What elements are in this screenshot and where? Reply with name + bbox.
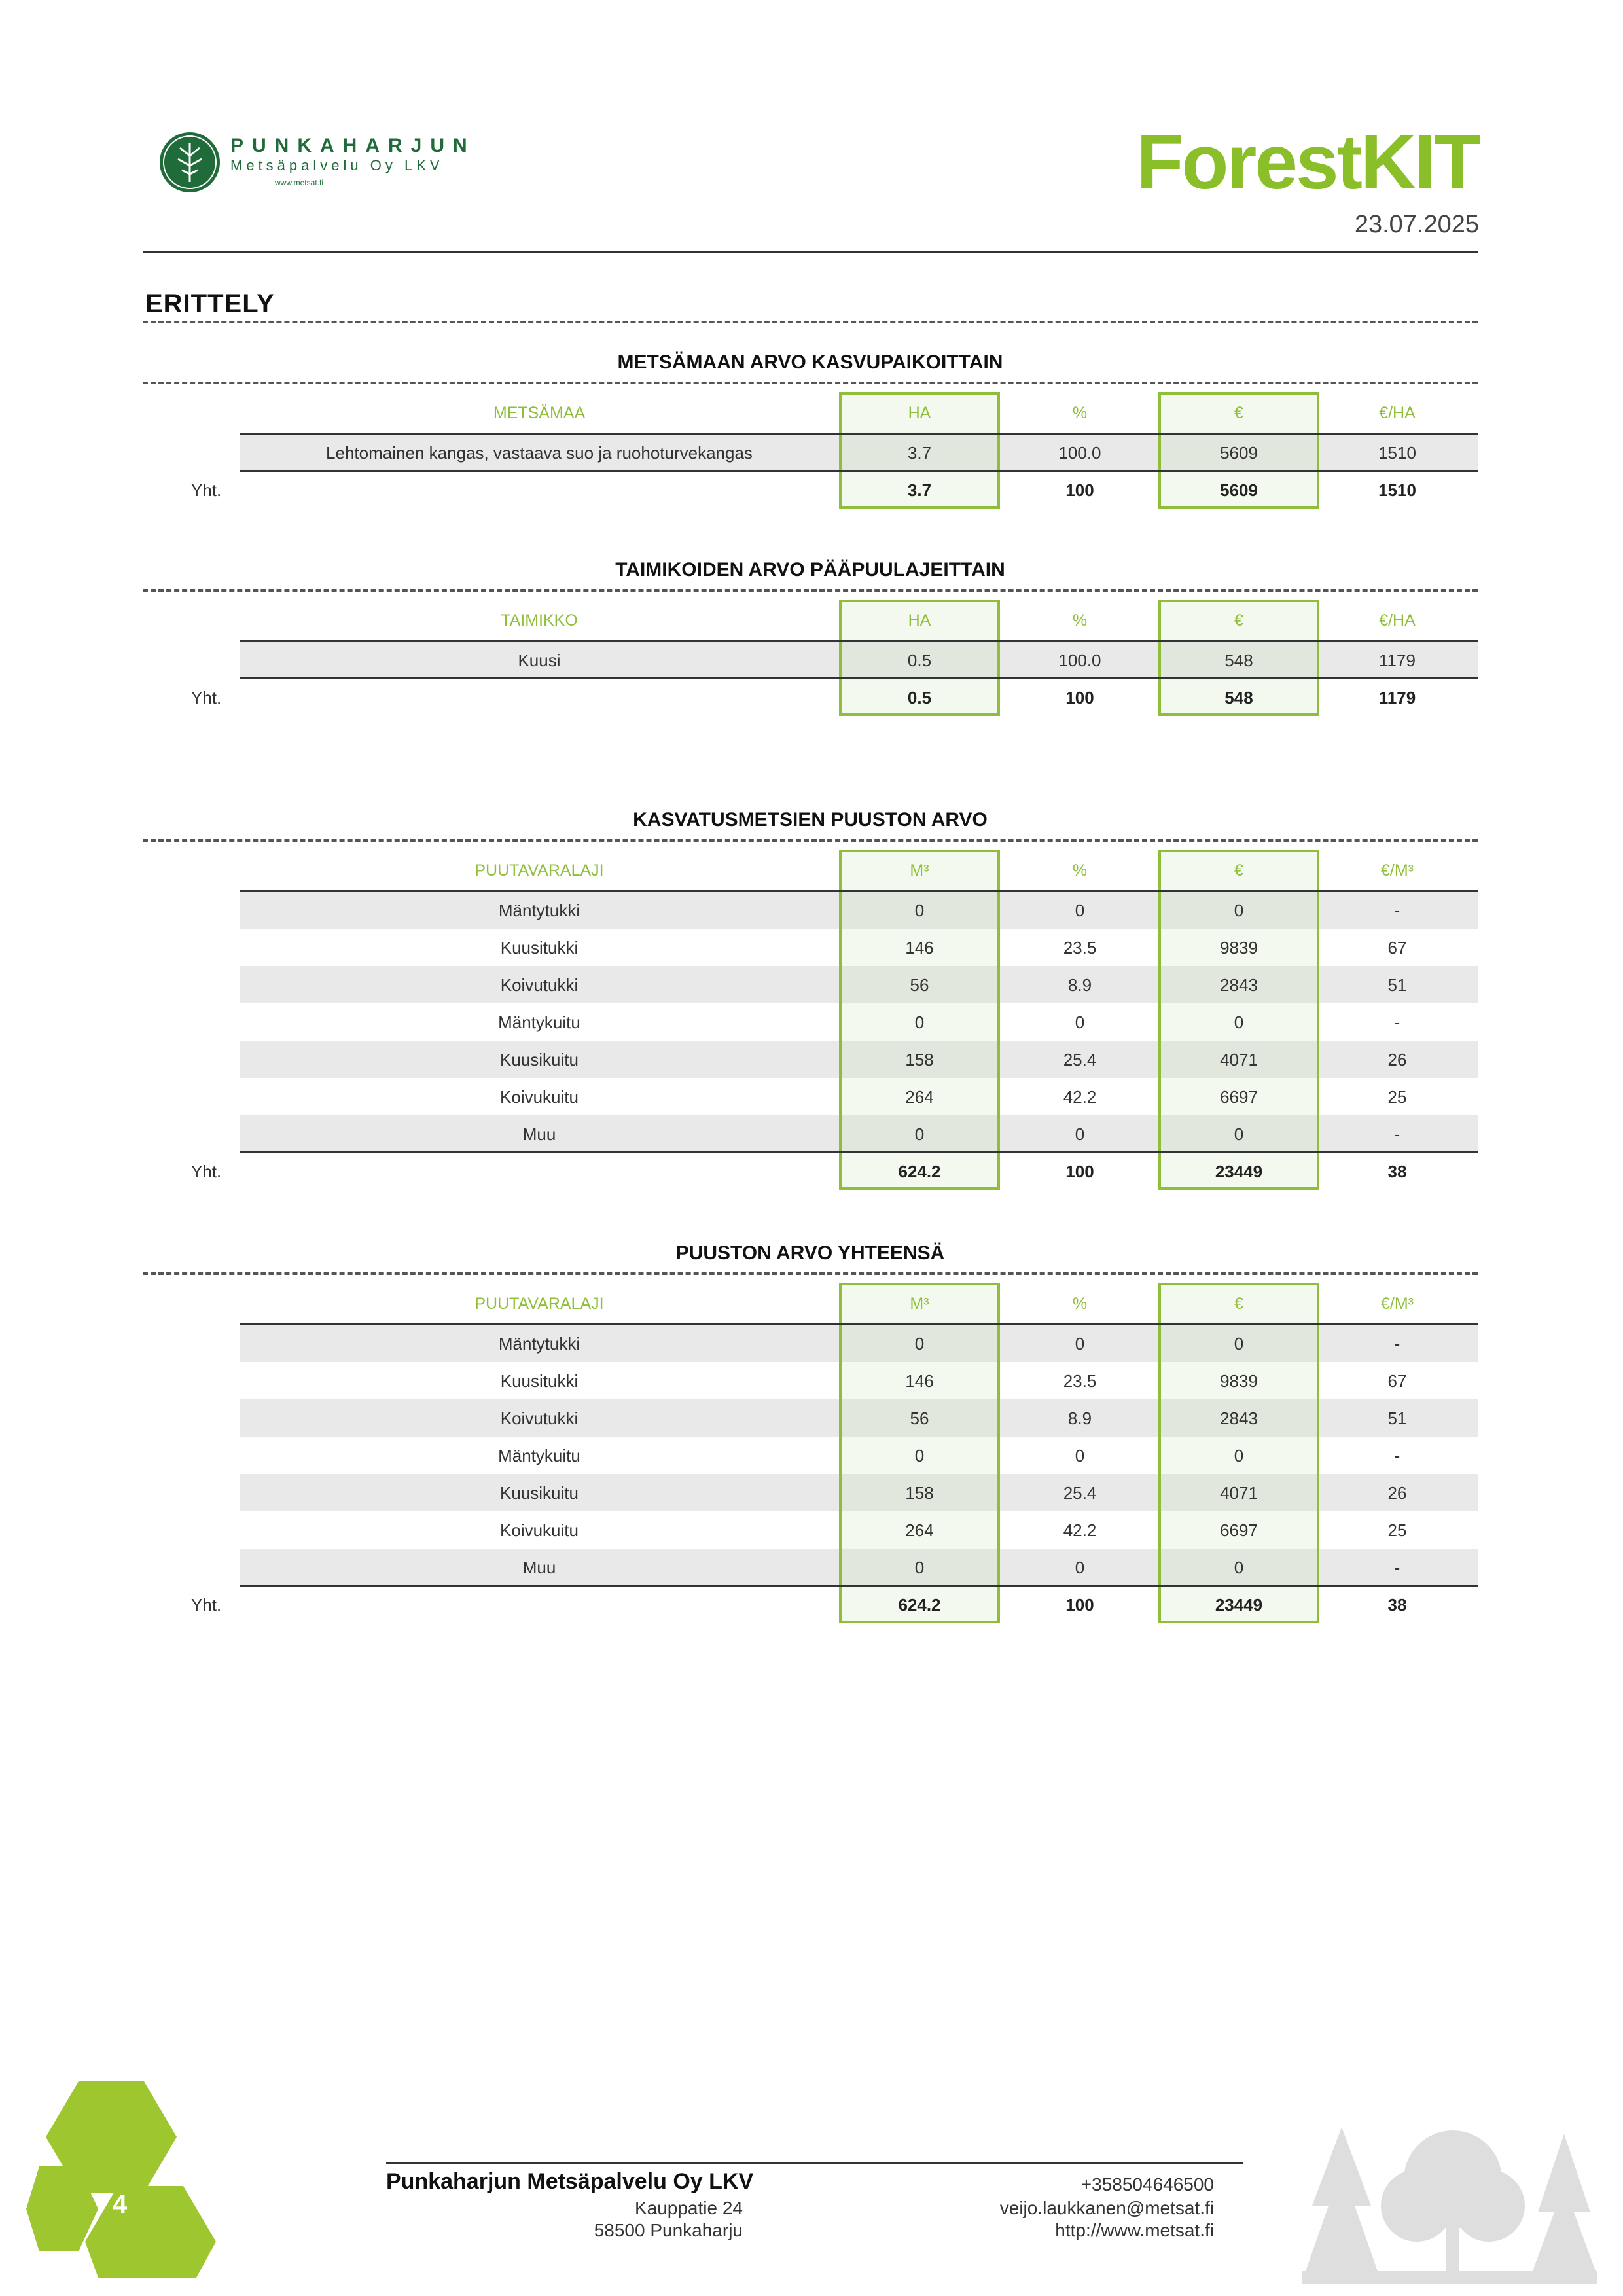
table-row-label: Kuusikuitu	[500, 1483, 579, 1503]
table-cell: 8.9	[1067, 975, 1092, 995]
table-cell: 56	[910, 1408, 929, 1428]
report-date: 23.07.2025	[1354, 211, 1479, 238]
table-cell: -	[1394, 1446, 1400, 1465]
table-row-label: Mäntytukki	[498, 901, 580, 920]
column-header: €	[1234, 861, 1243, 880]
table-cell: 146	[905, 1371, 934, 1391]
table-cell: 51	[1387, 975, 1407, 995]
table-cell: 56	[910, 975, 929, 995]
table-cell: 264	[905, 1087, 934, 1107]
company-website[interactable]: http://www.metsat.fi	[1055, 2220, 1214, 2240]
table-cell: -	[1394, 901, 1400, 920]
table-cell: 0	[1234, 1446, 1244, 1465]
header-rule	[240, 433, 1478, 435]
total-cell: 3.7	[907, 480, 932, 500]
hexagon-decoration-icon	[26, 2068, 242, 2278]
column-header: %	[1072, 611, 1088, 630]
total-cell: 38	[1387, 1595, 1407, 1615]
table-cell: 0.5	[907, 651, 932, 670]
column-header-label: PUUTAVARALAJI	[474, 1295, 604, 1313]
table-cell: 5609	[1220, 443, 1258, 463]
column-header: €/HA	[1379, 611, 1416, 630]
column-header: M³	[910, 1295, 929, 1313]
table-cell: 26	[1387, 1050, 1407, 1069]
table-row-label: Kuusitukki	[500, 1371, 579, 1391]
table-cell: 0	[1234, 1013, 1244, 1032]
table-cell: 0	[914, 1334, 925, 1354]
total-cell: 1510	[1378, 480, 1416, 500]
header-rule	[240, 1323, 1478, 1325]
table-cell: 0	[1075, 1013, 1085, 1032]
table-cell: 0	[1075, 1124, 1085, 1144]
table-title-divider	[143, 1272, 1478, 1275]
table-cell: 23.5	[1063, 938, 1097, 958]
table-title: PUUSTON ARVO YHTEENSÄ	[675, 1242, 945, 1264]
table-title: METSÄMAAN ARVO KASVUPAIKOITTAIN	[617, 351, 1003, 373]
total-cell: 23449	[1215, 1162, 1263, 1181]
total-cell: 0.5	[907, 688, 932, 708]
column-header: €	[1234, 611, 1243, 630]
total-cell: 100	[1065, 480, 1094, 500]
table-cell: 0	[914, 1446, 925, 1465]
column-header: €/HA	[1379, 404, 1416, 422]
table-cell: 0	[1234, 1334, 1244, 1354]
page-number: 4	[113, 2190, 128, 2219]
total-cell: 38	[1387, 1162, 1407, 1181]
table-cell: 0	[1234, 1124, 1244, 1144]
column-header: €/M³	[1381, 1295, 1414, 1313]
table-row-label: Lehtomainen kangas, vastaava suo ja ruohoturvekangas	[326, 443, 753, 463]
table-cell: 0	[1234, 901, 1244, 920]
table-cell: 25.4	[1063, 1050, 1097, 1069]
table-cell: 146	[905, 938, 934, 958]
header-divider	[143, 251, 1478, 253]
table-cell: 0	[1075, 1334, 1085, 1354]
section-divider	[143, 321, 1478, 323]
logo-name: PUNKAHARJUN	[230, 135, 476, 156]
table-cell: 158	[905, 1483, 934, 1503]
trees-silhouette-icon	[1302, 2108, 1597, 2284]
table-cell: -	[1394, 1124, 1400, 1144]
table-row-label: Kuusikuitu	[500, 1050, 579, 1069]
total-cell: 100	[1065, 1162, 1094, 1181]
total-label: Yht.	[191, 480, 222, 500]
table-row-label: Kuusi	[518, 651, 561, 670]
table-title-divider	[143, 589, 1478, 592]
table-cell: -	[1394, 1334, 1400, 1354]
table-cell: 25.4	[1063, 1483, 1097, 1503]
table-cell: 0	[1075, 1446, 1085, 1465]
table-cell: 51	[1387, 1408, 1407, 1428]
total-cell: 1179	[1378, 688, 1416, 708]
table-cell: -	[1394, 1558, 1400, 1577]
table-cell: 25	[1387, 1520, 1407, 1540]
total-cell: 548	[1224, 688, 1253, 708]
table-title-divider	[143, 839, 1478, 842]
total-cell: 100	[1065, 688, 1094, 708]
logo-website: www.metsat.fi	[275, 178, 324, 187]
table-cell: 0	[1075, 901, 1085, 920]
table-row-label: Mäntytukki	[498, 1334, 580, 1354]
table-cell: 0	[914, 901, 925, 920]
table-title: KASVATUSMETSIEN PUUSTON ARVO	[633, 809, 988, 831]
table-row-label: Koivutukki	[500, 1408, 579, 1428]
table-cell: 100.0	[1058, 651, 1101, 670]
total-cell: 5609	[1220, 480, 1258, 500]
table-cell: 264	[905, 1520, 934, 1540]
table-row-label: Kuusitukki	[500, 938, 579, 958]
table-row-label: Muu	[522, 1124, 556, 1144]
table-cell: 0	[914, 1124, 925, 1144]
table-cell: 42.2	[1063, 1520, 1097, 1540]
table-cell: -	[1394, 1013, 1400, 1032]
table-cell: 9839	[1220, 1371, 1258, 1391]
table-cell: 9839	[1220, 938, 1258, 958]
table-cell: 2843	[1220, 1408, 1258, 1428]
total-rule	[240, 677, 1478, 679]
column-header: HA	[908, 404, 931, 422]
company-phone: +358504646500	[1080, 2174, 1214, 2195]
table-row-label: Mäntykuitu	[498, 1446, 580, 1465]
table-cell: 67	[1387, 938, 1407, 958]
total-label: Yht.	[191, 688, 222, 708]
table-cell: 3.7	[907, 443, 932, 463]
column-header: %	[1072, 1295, 1088, 1313]
table-cell: 6697	[1220, 1520, 1258, 1540]
logo-subtitle: Metsäpalvelu Oy LKV	[230, 157, 444, 173]
table-cell: 23.5	[1063, 1371, 1097, 1391]
table-cell: 25	[1387, 1087, 1407, 1107]
company-name: Punkaharjun Metsäpalvelu Oy LKV	[386, 2169, 754, 2194]
total-rule	[240, 470, 1478, 472]
table-cell: 0	[1234, 1558, 1244, 1577]
table-row-label: Koivukuitu	[500, 1520, 579, 1540]
table-row-label: Koivutukki	[500, 975, 579, 995]
column-header: €/M³	[1381, 861, 1414, 880]
table-cell: 26	[1387, 1483, 1407, 1503]
company-email[interactable]: veijo.laukkanen@metsat.fi	[999, 2198, 1214, 2218]
table-cell: 4071	[1220, 1483, 1258, 1503]
column-header: %	[1072, 861, 1088, 880]
column-header-label: METSÄMAA	[493, 404, 586, 422]
total-cell: 23449	[1215, 1595, 1263, 1615]
table-cell: 42.2	[1063, 1087, 1097, 1107]
table-cell: 1179	[1379, 651, 1416, 670]
table-cell: 2843	[1220, 975, 1258, 995]
table-cell: 67	[1387, 1371, 1407, 1391]
column-header: M³	[910, 861, 929, 880]
table-cell: 0	[914, 1558, 925, 1577]
table-row-label: Muu	[522, 1558, 556, 1577]
header-rule	[240, 640, 1478, 642]
table-cell: 1510	[1378, 443, 1416, 463]
footer-divider	[386, 2162, 1243, 2164]
column-header: €	[1234, 404, 1243, 422]
table-cell: 0	[1075, 1558, 1085, 1577]
total-cell: 624.2	[898, 1162, 941, 1181]
tree-logo-icon	[157, 130, 223, 195]
column-header: HA	[908, 611, 931, 630]
table-row-label: Koivukuitu	[500, 1087, 579, 1107]
table-cell: 548	[1224, 651, 1253, 670]
brand-logo: ForestKIT	[1136, 119, 1479, 206]
total-label: Yht.	[191, 1595, 222, 1615]
table-cell: 100.0	[1058, 443, 1101, 463]
column-header-label: PUUTAVARALAJI	[474, 861, 604, 880]
table-title: TAIMIKOIDEN ARVO PÄÄPUULAJEITTAIN	[615, 559, 1005, 581]
table-cell: 8.9	[1067, 1408, 1092, 1428]
column-header: €	[1234, 1295, 1243, 1313]
total-cell: 100	[1065, 1595, 1094, 1615]
company-city: 58500 Punkaharju	[594, 2220, 743, 2240]
table-cell: 6697	[1220, 1087, 1258, 1107]
table-title-divider	[143, 382, 1478, 384]
column-header: %	[1072, 404, 1088, 422]
table-cell: 4071	[1220, 1050, 1258, 1069]
total-rule	[240, 1151, 1478, 1153]
total-label: Yht.	[191, 1162, 222, 1181]
table-cell: 0	[914, 1013, 925, 1032]
total-rule	[240, 1585, 1478, 1587]
total-cell: 624.2	[898, 1595, 941, 1615]
section-title: ERITTELY	[145, 289, 275, 318]
table-row-label: Mäntykuitu	[498, 1013, 580, 1032]
table-cell: 158	[905, 1050, 934, 1069]
company-street: Kauppatie 24	[634, 2198, 743, 2218]
column-header-label: TAIMIKKO	[501, 611, 578, 630]
header-rule	[240, 890, 1478, 892]
